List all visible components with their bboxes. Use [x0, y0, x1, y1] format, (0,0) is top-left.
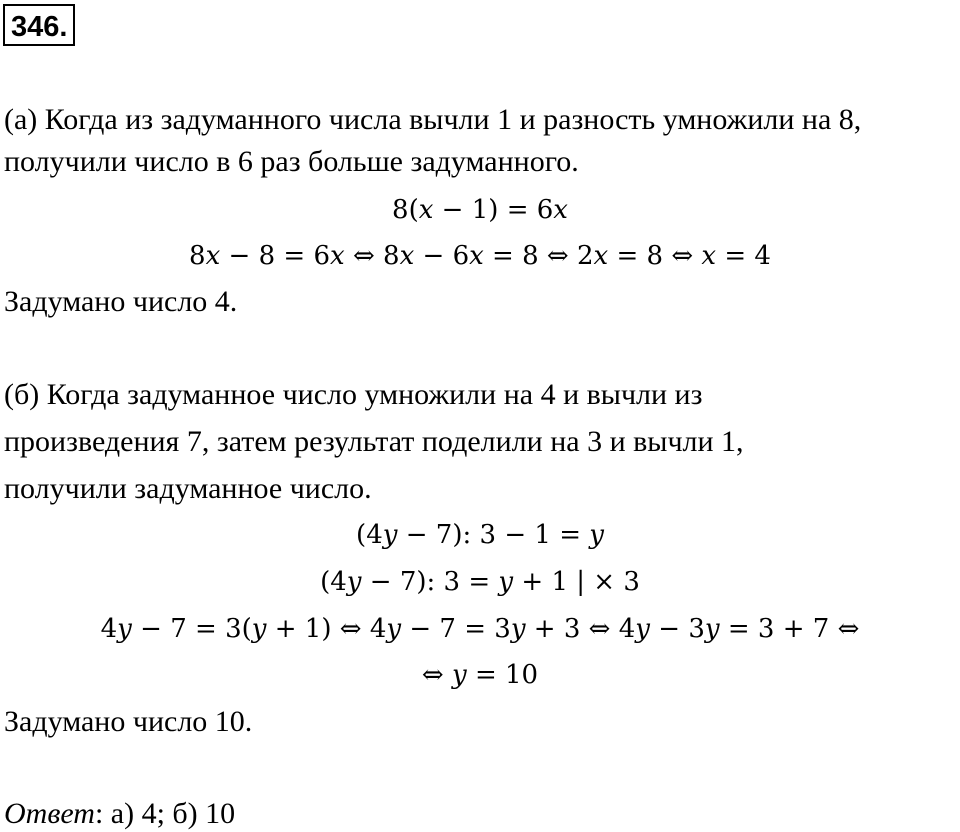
part-b-equation-4: ⇔ y = 10 — [421, 660, 539, 690]
part-b-text-line-3: получили задуманное число. — [4, 472, 372, 505]
answer-value: : а) 4; б) 10 — [94, 797, 236, 830]
part-a-text-line-1: (а) Когда из задуманного числа вычли 1 и разность умножили на 8, — [4, 103, 862, 136]
answer-label: Ответ — [4, 797, 95, 830]
part-b-text-line-1: (б) Когда задуманное число умножили на 4 и вычли из — [4, 378, 703, 411]
part-a-text-line-2: получили число в 6 раз больше задуманного. — [4, 145, 579, 178]
part-b-conclusion: Задумано число 10. — [4, 705, 253, 738]
part-a-equation-1: 8(x − 1) = 6x — [392, 195, 568, 225]
part-a-conclusion: Задумано число 4. — [4, 285, 238, 318]
part-b-equation-1: (4y − 7): 3 − 1 = y — [356, 520, 604, 550]
problem-number: 346. — [11, 11, 68, 43]
part-b-equation-3: 4y − 7 = 3(y + 1) ⇔ 4y − 7 = 3y + 3 ⇔ 4y − 3y = 3 + 7 ⇔ — [100, 614, 860, 644]
answer-line — [4, 796, 235, 832]
part-b-text-line-2: произведения 7, затем результат поделили на 3 и вычли 1, — [4, 425, 744, 458]
part-a-equation-2: 8x − 8 = 6x ⇔ 8x − 6x = 8 ⇔ 2x = 8 ⇔ x = 4 — [189, 241, 771, 271]
problem-number-box — [3, 4, 75, 46]
part-b-equation-2: (4y − 7): 3 = y + 1 | × 3 — [320, 567, 640, 597]
